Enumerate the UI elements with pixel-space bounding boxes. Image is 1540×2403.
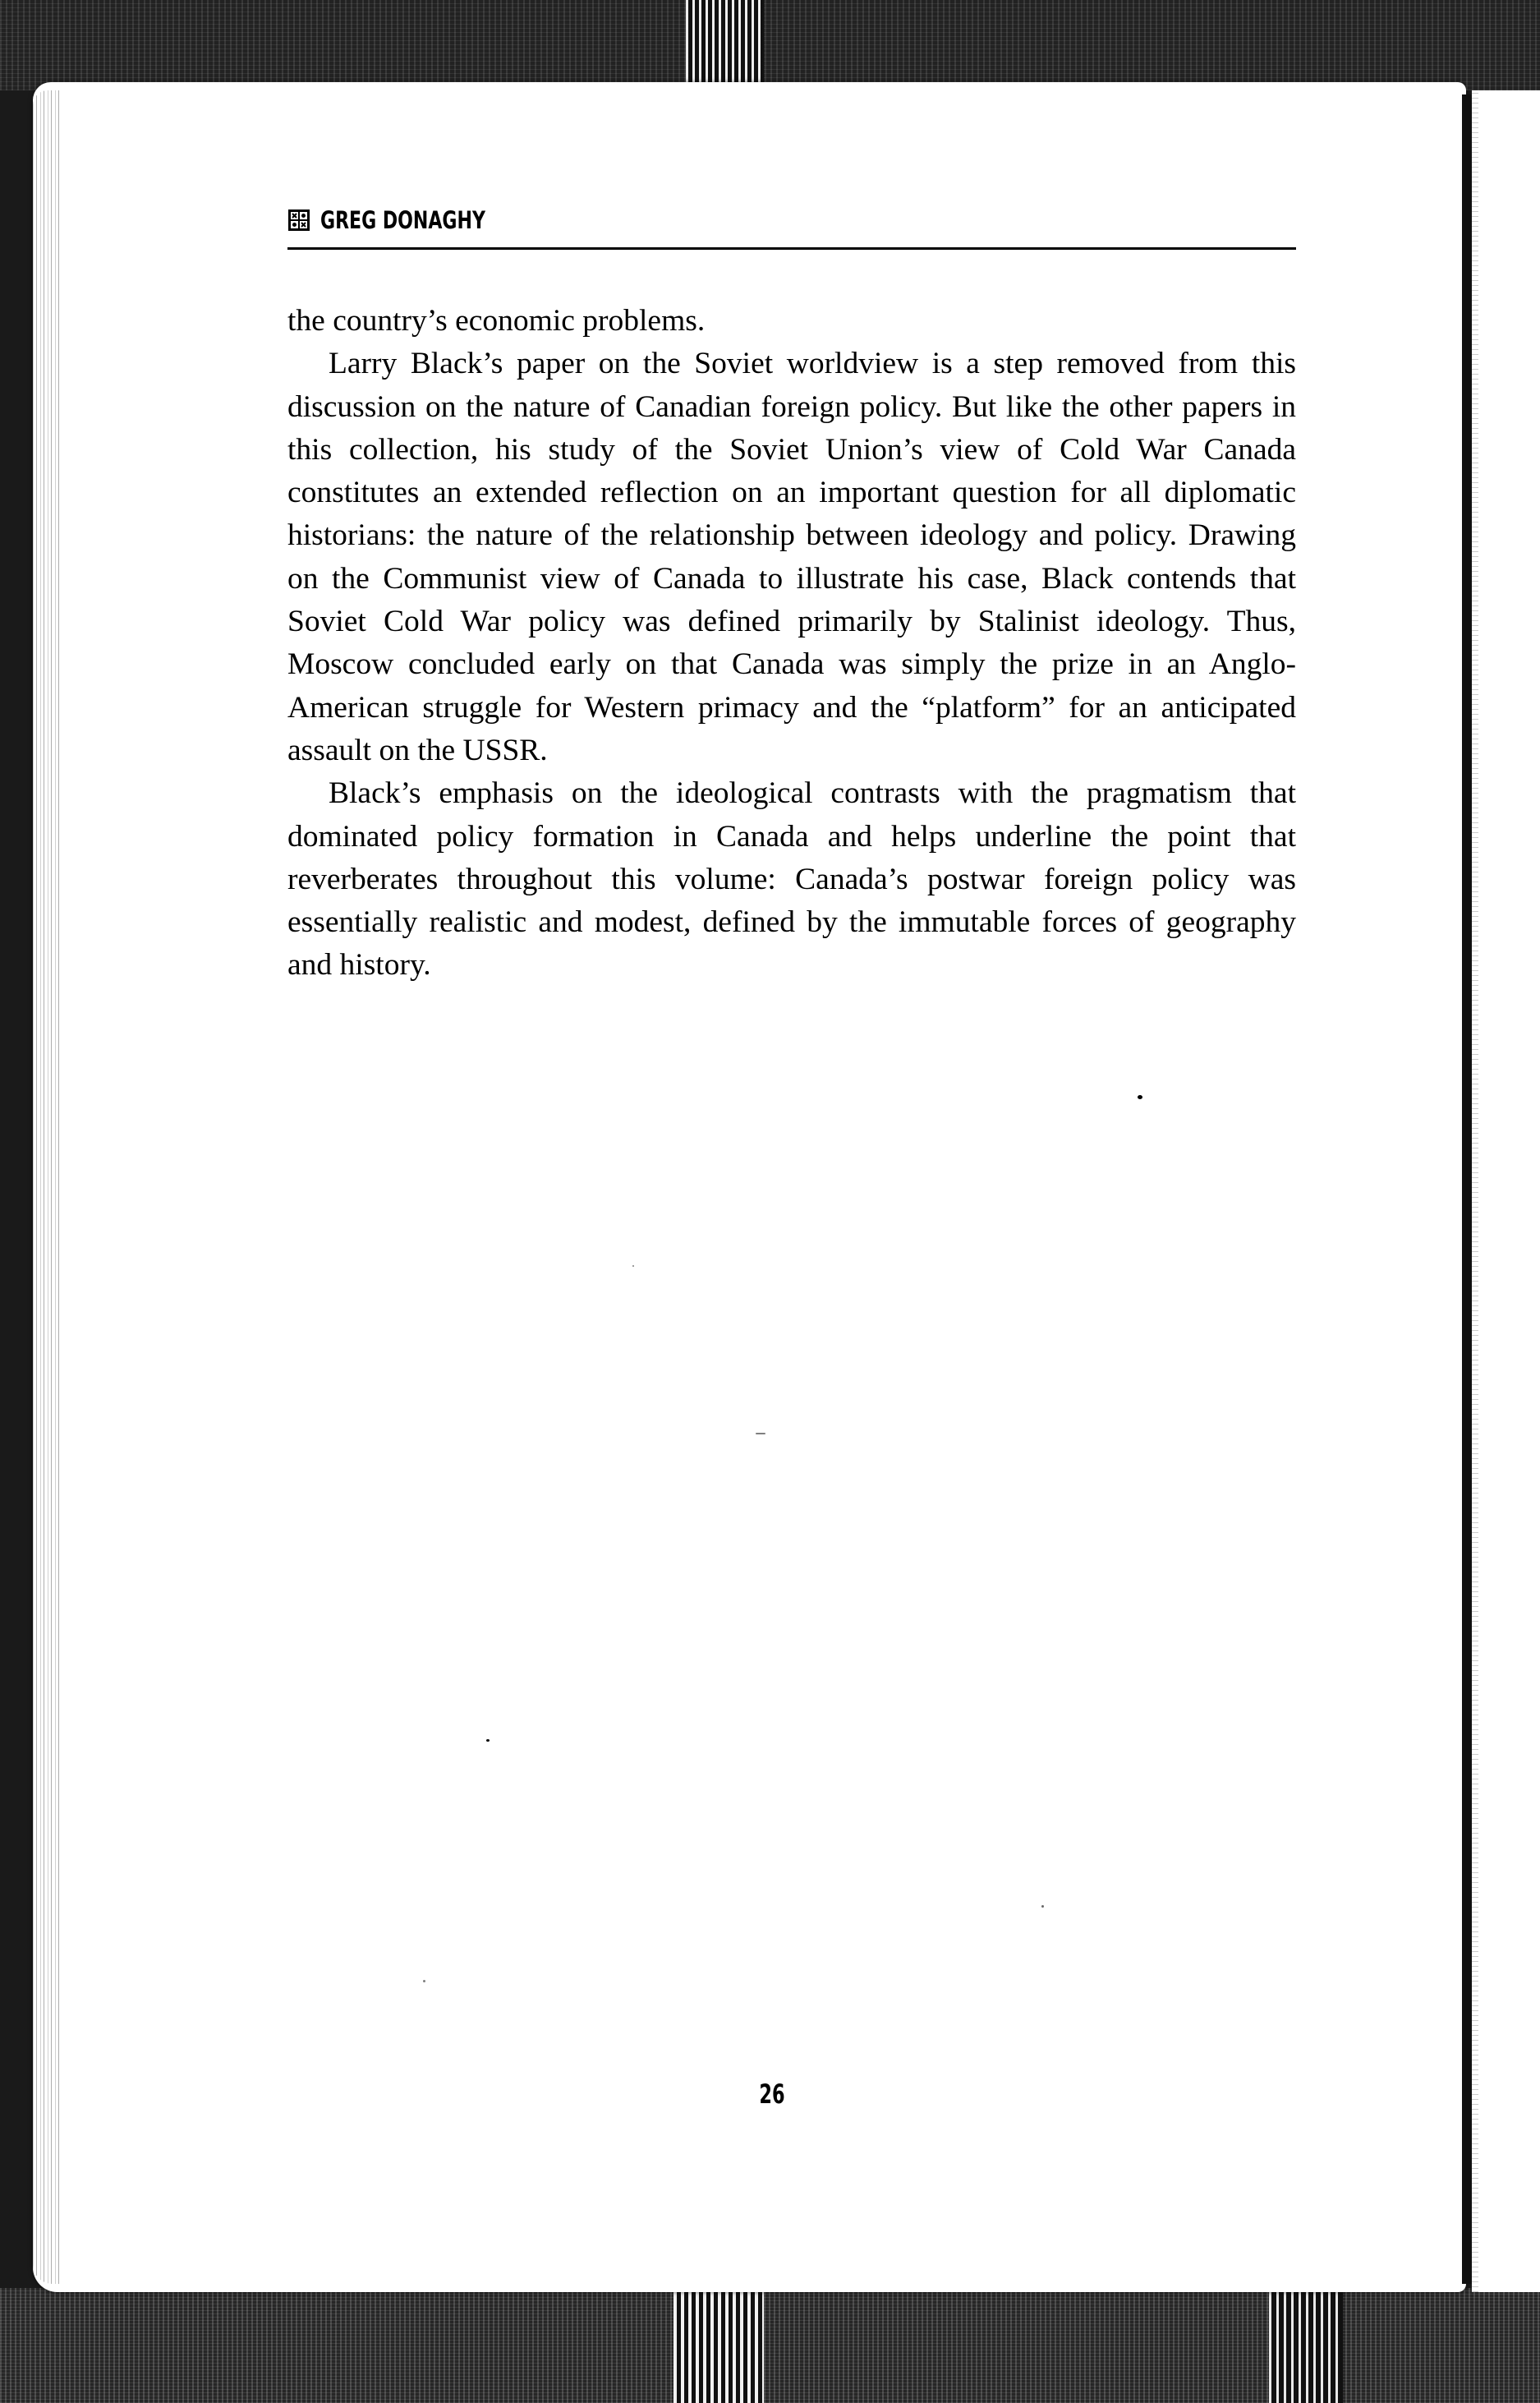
page-gutter-edge — [33, 90, 59, 2284]
facing-page-edge-lines — [1472, 90, 1478, 2292]
scan-speck — [1138, 1095, 1142, 1099]
scan-speck — [423, 1980, 425, 1982]
paragraph-black-soviet-worldview: Larry Black’s paper on the Soviet worldview is a step removed from this discussion on the nature of Canadian foreign policy. But like the other papers in this collection, his study of the Soviet Union’s view of Cold War Canada constitutes an extended reflection on an important question for all diplomatic historians: the nature of the relationship between ideology and policy. Drawing on the Communist view of Canada to illustrate his case, Black contends that Soviet Cold War policy was defined primarily by Stalinist ideology. Thus, Moscow concluded early on that Canada was simply the prize in an Anglo-American struggle for Western primacy and the “platform” for an anticipated assault on the USSR. — [287, 347, 1296, 767]
running-head-rule — [287, 247, 1296, 250]
page-fold-shadow — [1462, 94, 1472, 2284]
running-head — [287, 204, 537, 237]
binding-strip-bottom-right — [1269, 2292, 1343, 2403]
scanner-background-top — [0, 0, 1540, 90]
scan-speck — [486, 1739, 490, 1742]
paragraph-continuation: the country’s economic problems. — [287, 304, 706, 338]
scan-speck — [756, 1433, 765, 1434]
binding-strip-top — [686, 0, 764, 86]
scan-speck — [1041, 1905, 1044, 1908]
binding-strip-bottom — [673, 2292, 764, 2403]
scan-speck — [632, 1265, 634, 1267]
page-number: 26 — [759, 2078, 785, 2110]
running-head-author: GREG DONAGHY — [320, 206, 485, 234]
boxed-ornament-icon — [287, 209, 310, 232]
paragraph-ideological-contrasts: Black’s emphasis on the ideological contrasts with the pragmatism that dominated policy formation in Canada and helps underline the point that reverberates throughout this volume: Canada’s postwar foreign policy was essentially realistic and modest, defined by the immutable forces of geography and history. — [287, 776, 1296, 983]
body-text — [287, 300, 1296, 987]
facing-page-sliver — [1472, 90, 1540, 2292]
